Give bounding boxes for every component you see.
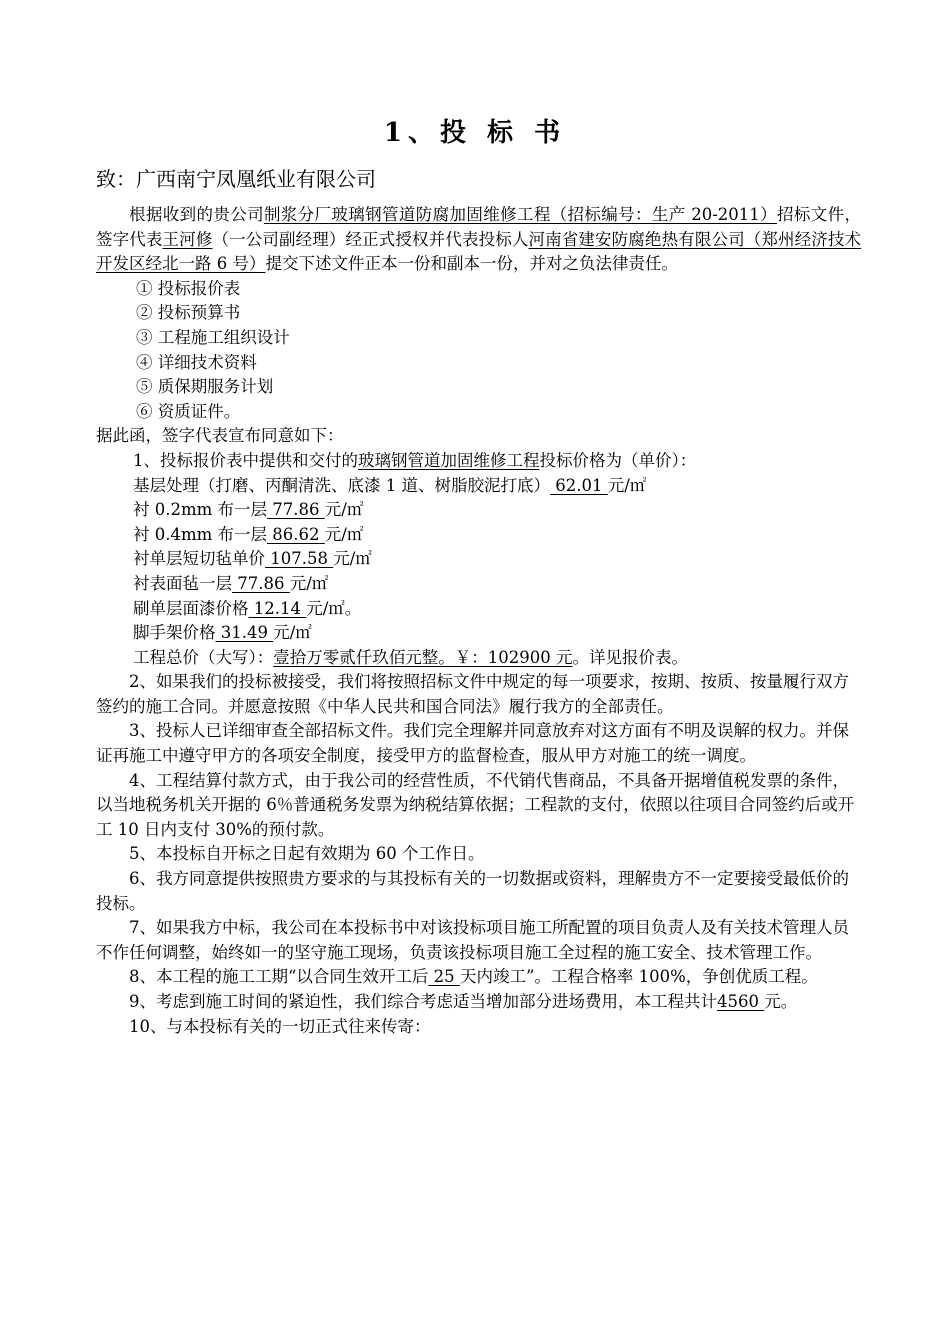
price-value: 86.62 [267, 524, 325, 544]
doc-list-item: ⑤ 质保期服务计划 [136, 377, 274, 397]
item-text: 元。 [764, 992, 798, 1011]
item-5: 5、本投标自开标之日起有效期为 60 个工作日。 [129, 844, 485, 864]
price-unit: 元/㎡。 [306, 598, 362, 618]
doc-list-item: ④ 详细技术资料 [136, 352, 257, 372]
total-value: 壹拾万零贰仟玖佰元整。￥：102900 元 [273, 647, 573, 667]
item-8 [96, 965, 861, 990]
price-value: 107.58 [265, 549, 334, 569]
addressee: 致：广西南宁凤凰纸业有限公司 [96, 167, 376, 191]
doc-list-item: ③ 工程施工组织设计 [136, 327, 290, 347]
price-label: 衬表面毡一层 [133, 573, 232, 593]
fee-amount: 4560 [717, 992, 765, 1011]
price-label: 脚手架价格 [133, 623, 216, 643]
item-text: 投标价格为（单价）： [539, 450, 697, 470]
project-short-name: 玻璃钢管道加固维修工程 [358, 450, 540, 470]
bidder-name: 河南省建安防腐绝热有限公司（郑州经济技术开发区经北一路 6 号） [96, 229, 862, 274]
price-line [96, 572, 861, 597]
intro-text: 提交下述文件正本一份和副本一份，并对之负法律责任。 [265, 254, 678, 274]
intro-text: 根据收到的贵公司 [129, 205, 264, 224]
total-tail: 。详见报价表。 [572, 647, 688, 667]
representative-name: 王河修 [162, 229, 213, 249]
duration-days: 25 [428, 967, 460, 987]
price-unit: 元/㎡ [289, 573, 329, 593]
doc-list-item: ① 投标报价表 [136, 278, 241, 298]
price-unit: 元/㎡ [607, 475, 647, 495]
price-line [96, 547, 861, 572]
document-body [96, 203, 861, 1039]
price-label: 衬单层短切毡单价 [133, 549, 265, 569]
item-3: 3、投标人已详细审查全部招标文件。我们完全理解并同意放弃对这方面有不明及误解的权力。并保证再施工中遵守甲方的各项安全制度，接受甲方的监督检查，服从甲方对施工的统一调度。 [96, 721, 849, 766]
item-text: 9、考虑到施工时间的紧迫性，我们综合考虑适当增加部分进场费用，本工程共计 [129, 992, 717, 1011]
item-4: 4、工程结算付款方式，由于我公司的经营性质，不代销代售商品，不具备开据增值税发票的条件，以当地税务机关开据的 6％普通税务发票为纳税结算依据；工程款的支付，依照以往项目合同签约后或开工 10 日内支付 30%的预付款。 [96, 770, 855, 839]
item-text: 天内竣工”。工程合格率 100%，争创优质工程。 [459, 967, 818, 987]
price-unit: 元/㎡ [273, 623, 312, 643]
price-line [96, 523, 861, 548]
intro-text: （一公司副经理）经正式授权并代表投标人 [212, 229, 529, 249]
item-text: 1、投标报价表中提供和交付的 [133, 450, 358, 470]
item-9 [96, 990, 861, 1015]
doc-list-item: ② 投标预算书 [136, 303, 241, 323]
declaration: 据此函，签字代表宣布同意如下： [96, 426, 344, 446]
document-title: 1、投 标 书 [383, 118, 567, 148]
item-text: 8、本工程的施工工期“以合同生效开工后 [129, 967, 429, 987]
item-6: 6、我方同意提供按照贵方要求的与其投标有关的一切数据或资料，理解贵方不一定要接受最低价的投标。 [96, 869, 849, 913]
project-name: 制浆分厂玻璃钢管道防腐加固维修工程（招标编号：生产 20-2011） [263, 205, 778, 224]
total-label: 工程总价（大写）： [133, 647, 274, 667]
price-value: 62.01 [550, 475, 608, 495]
doc-list-item: ⑥ 资质证件。 [136, 401, 241, 421]
intro-paragraph [96, 203, 861, 277]
price-label: 基层处理（打磨、丙酮清洗、底漆 1 道、树脂胶泥打底） [133, 475, 550, 495]
price-label: 衬 0.4mm 布一层 [133, 524, 268, 544]
price-unit: 元/㎡ [324, 500, 364, 520]
price-line [96, 597, 861, 622]
item-1 [96, 449, 861, 474]
item-10: 10、与本投标有关的一切正式往来传寄： [129, 1016, 431, 1036]
price-value: 31.49 [215, 623, 274, 643]
price-label: 刷单层面漆价格 [133, 598, 249, 618]
intro-text: 招标文件，签字代表 [96, 205, 861, 249]
price-unit: 元/㎡ [333, 549, 372, 569]
price-unit: 元/㎡ [324, 524, 364, 544]
price-line [96, 474, 861, 499]
item-2: 2、如果我们的投标被接受，我们将按照招标文件中规定的每一项要求，按期、按质、按量履行双方签约的施工合同。并愿意按照《中华人民共和国合同法》履行我方的全部责任。 [96, 672, 849, 716]
total-price [96, 646, 861, 671]
price-value: 77.86 [232, 573, 290, 593]
item-7: 7、如果我方中标，我公司在本投标书中对该投标项目施工所配置的项目负责人及有关技术管理人员不作任何调整，始终如一的坚守施工现场，负责该投标项目施工全过程的施工安全、技术管理工作。 [96, 918, 849, 962]
price-line [96, 498, 861, 523]
price-value: 12.14 [248, 598, 307, 618]
price-line [96, 621, 861, 646]
price-value: 77.86 [267, 500, 325, 520]
price-label: 衬 0.2mm 布一层 [133, 500, 268, 520]
